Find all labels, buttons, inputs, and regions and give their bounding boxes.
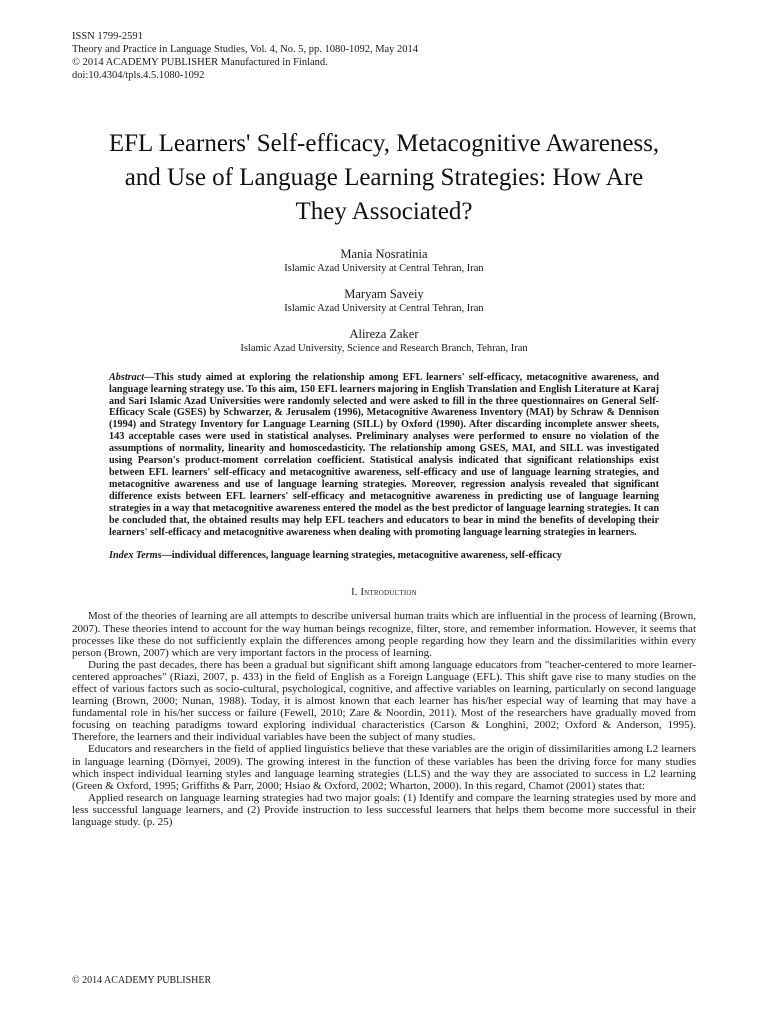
abstract-label: Abstract bbox=[109, 371, 145, 383]
footer-copyright: © 2014 ACADEMY PUBLISHER bbox=[72, 975, 212, 986]
index-terms-label: Index Terms bbox=[109, 550, 162, 562]
issn: ISSN 1799-2591 bbox=[72, 31, 143, 42]
author-affiliation: Islamic Azad University at Central Tehran, Iran bbox=[284, 262, 484, 274]
journal-header bbox=[72, 30, 696, 82]
author-affiliation: Islamic Azad University, Science and Research Branch, Tehran, Iran bbox=[240, 342, 528, 354]
abstract bbox=[109, 372, 659, 539]
author-name: Maryam Saveiy bbox=[344, 286, 424, 301]
paragraph: Most of the theories of learning are all attempts to describe universal human traits which are influential in the process of learning (Brown, 2007). These theories intend to account for the way human beings recognize, filter, store, and remember information. However, it seems that processes like these do not sufficiently explain the differences among people regarding how they learn and the dissimilarities within every person (Brown, 2007) which are very important factors in the process of learning. bbox=[72, 610, 696, 659]
index-terms-text: —individual differences, language learning strategies, metacognitive awareness, self-efficacy bbox=[161, 550, 562, 562]
author-affiliation: Islamic Azad University at Central Tehran, Iran bbox=[284, 302, 484, 314]
author-block bbox=[72, 286, 696, 315]
author-block bbox=[72, 246, 696, 275]
paper-title: EFL Learners' Self-efficacy, Metacognitive Awareness, and Use of Language Learning Strategies: How Are They Associated? bbox=[108, 130, 660, 225]
journal-citation: Theory and Practice in Language Studies, Vol. 4, No. 5, pp. 1080-1092, May 2014 bbox=[72, 44, 419, 55]
section-heading bbox=[72, 586, 696, 599]
author-block bbox=[72, 326, 696, 355]
copyright-line: © 2014 ACADEMY PUBLISHER Manufactured in Finland. bbox=[72, 57, 328, 68]
abstract-text: —This study aimed at exploring the relationship among EFL learners' self-efficacy, metacognitive awareness, and language learning strategy use. To this aim, 150 EFL learners majoring in English Translation and English Literature at Karaj and Sari Islamic Azad Universities were randomly selected and were asked to fill in the three questionnaires on General Self-Efficacy Scale (GSES) by Schwarzer, & Jerusalem (1996), Metacognitive Awareness Inventory (MAI) by Schraw & Dennison (1994) and Strategy Inventory for Language Learning (SILL) by Oxford (1990). After discarding incomplete answer sheets, 143 acceptable cases were used in statistical analyses. Preliminary analyses were performed to ensure no violation of the assumptions of normality, linearity and homoscedasticity. The relationship among GSES, MAI, and SILL was investigated using Pearson's product-moment correlation coefficient. Statistical analysis indicated that significant relationships exist between EFL learners' self-efficacy and metacognitive awareness, self-efficacy and use of language learning strategies, and metacognitive awareness and use of language learning strategies. Moreover, regression analysis revealed that significant difference exists between EFL learners' self-efficacy and metacognitive awareness in predicting use of language learning strategies in a way that metacognitive awareness entered the model as the best predictor of language learning strategies. It can be concluded that, the obtained results may help EFL teachers and educators to bear in mind the benefits of developing their learners' self-efficacy and metacognitive awareness when dealing with promoting language learning strategies in learners. bbox=[109, 371, 659, 538]
paragraph: Applied research on language learning strategies had two major goals: (1) Identify and compare the learning strategies used by more and less successful language learners, and (2) Provide instruction to less successful learners that helps them become more successful in their language study. (p. 25) bbox=[72, 791, 696, 829]
author-name: Alireza Zaker bbox=[349, 326, 419, 341]
author-name: Mania Nosratinia bbox=[340, 246, 428, 261]
paragraph: Educators and researchers in the field of applied linguistics believe that these variables are the origin of dissimilarities among L2 learners in language learning (Dörnyei, 2009). The growing interest in the function of these variables has been the driving force for many studies which inspect individual learning styles and language learning strategies (LLS) and the way they are associated to success in L2 learning (Green & Oxford, 1995; Griffiths & Parr, 2000; Hsiao & Oxford, 2002; Wharton, 2000). In this regard, Chamot (2001) states that: bbox=[72, 743, 696, 792]
body-text bbox=[72, 610, 696, 828]
section-title: Introduction bbox=[360, 587, 417, 599]
section-number: I. bbox=[351, 587, 358, 599]
paper-page bbox=[72, 30, 696, 828]
doi: doi:10.4304/tpls.4.5.1080-1092 bbox=[72, 70, 205, 81]
index-terms bbox=[109, 550, 659, 562]
paragraph: During the past decades, there has been a gradual but significant shift among language educators from "teacher-centered to more learner-centered approaches" (Riazi, 2007, p. 433) in the field of English as a Foreign Language (EFL). This shift gave rise to many studies on the effect of various factors such as socio-cultural, psychological, cognitive, and affective variables on learning, particularly on second language learning (Brown, 2000; Nunan, 1988). Today, it is almost known that each learner has his/her especial way of learning that may have a fundamental role in his/her success or failure (Fewell, 2010; Zare & Noordin, 2011). Most of the researchers have gradually moved from focusing on teaching paradigms toward exploring individual characteristics (Carson & Longhini, 2002; Oxford & Anderson, 1995). Therefore, the learners and their individual variables have been the subject of many studies. bbox=[72, 658, 696, 744]
